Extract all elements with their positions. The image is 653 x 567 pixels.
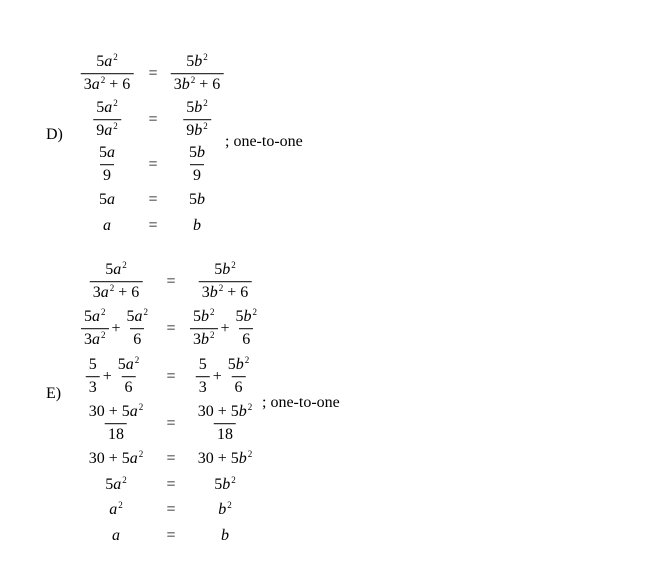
- part-label: D): [46, 126, 63, 143]
- equation-left: $\frac{5a}{9}$: [99, 144, 115, 184]
- equals-sign: =: [166, 501, 176, 518]
- equation-left: 5a: [99, 191, 115, 208]
- equation-right: $\frac{5b}{9}$: [189, 144, 205, 184]
- equals-sign: =: [148, 191, 158, 208]
- equation-right: $\frac{5b^2}{9b^2}$: [182, 100, 212, 140]
- equals-sign: =: [166, 368, 176, 385]
- equation-right: $\frac{5b^2}{3b^2 + 6}$: [198, 262, 253, 302]
- equals-sign: =: [166, 527, 176, 544]
- equation-right: $30 + 5b^2$: [197, 449, 253, 467]
- equation-right: $\frac{30 + 5b^2}{18}$: [197, 402, 253, 443]
- equation-left: $\frac{5}{3}$ + $\frac{5a^2}{6}$: [85, 357, 144, 397]
- equation-left: $a^2$: [109, 500, 123, 518]
- equation-left: $5a^2$: [105, 475, 127, 493]
- equation-left: $\frac{5a^2}{3a^2 + 6}$: [89, 262, 144, 302]
- equals-sign: =: [166, 415, 176, 432]
- equals-sign: =: [148, 156, 158, 173]
- one-to-one-note: ; one-to-one: [225, 133, 303, 150]
- part-label: E): [46, 385, 62, 402]
- equation-right: b: [193, 217, 201, 234]
- equation-left: a: [112, 527, 120, 544]
- equation-right: $\frac{5b^2}{3b^2 + 6}$: [170, 54, 225, 94]
- equation-right: $\frac{5}{3}$ + $\frac{5b^2}{6}$: [195, 357, 254, 397]
- equation-left: $\frac{5a^2}{3a^2}$ + $\frac{5a^2}{6}$: [80, 309, 152, 349]
- equals-sign: =: [166, 450, 176, 467]
- equation-left: a: [103, 217, 111, 234]
- equation-left: $\frac{5a^2}{9a^2}$: [92, 100, 122, 140]
- equation-left: $\frac{30 + 5a^2}{18}$: [88, 402, 144, 443]
- one-to-one-note: ; one-to-one: [262, 394, 340, 411]
- equals-sign: =: [148, 217, 158, 234]
- equation-left: $\frac{5a^2}{3a^2 + 6}$: [80, 54, 135, 94]
- equals-sign: =: [148, 111, 158, 128]
- equation-right: $5b^2$: [214, 475, 236, 493]
- equals-sign: =: [148, 65, 158, 82]
- equals-sign: =: [166, 273, 176, 290]
- equation-right: $\frac{5b^2}{3b^2}$ + $\frac{5b^2}{6}$: [189, 309, 261, 349]
- equation-right: 5b: [189, 191, 205, 208]
- equation-left: $30 + 5a^2$: [88, 449, 144, 467]
- equals-sign: =: [166, 320, 176, 337]
- equation-right: b: [221, 527, 229, 544]
- equals-sign: =: [166, 476, 176, 493]
- equation-right: $b^2$: [218, 500, 232, 518]
